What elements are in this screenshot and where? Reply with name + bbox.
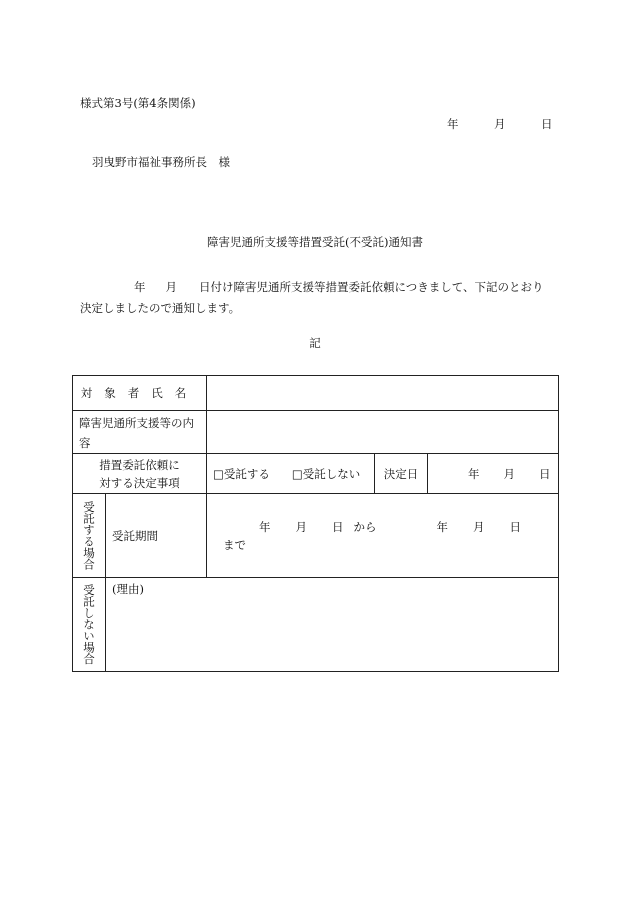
reason-field[interactable]	[106, 578, 559, 672]
service-label: 障害児通所支援等の内容	[73, 411, 207, 454]
notice-table	[72, 375, 559, 672]
period-to-day: 日	[509, 519, 521, 534]
period-to-suffix: まで	[223, 537, 246, 552]
row-reject-case	[73, 578, 559, 672]
decision-label-line1: 措置委託依頼に	[99, 457, 180, 472]
period-to-month: 月	[473, 519, 485, 534]
accept-checkbox[interactable]: □受託する	[213, 466, 270, 481]
period-from-day: 日	[332, 519, 344, 534]
header-date-day: 日	[541, 117, 553, 131]
decision-date-month: 月	[503, 466, 515, 481]
decision-date-year: 年	[468, 466, 480, 481]
body-year: 年	[134, 280, 146, 294]
body-text: 日付け障害児通所支援等措置委託依頼につきまして、下記のとおり決定しましたので通知します。	[80, 280, 544, 315]
decision-date-label: 決定日	[375, 454, 428, 494]
reason-label: (理由)	[112, 582, 144, 596]
period-from-suffix: から	[353, 519, 377, 534]
subject-name-value[interactable]	[207, 376, 559, 411]
service-value[interactable]	[207, 411, 559, 454]
period-value[interactable]	[207, 494, 559, 578]
reject-checkbox[interactable]: □受託しない	[291, 466, 361, 481]
recipient: 羽曳野市福祉事務所長 様	[92, 155, 230, 169]
reject-case-label: 受託しない場合	[73, 578, 106, 672]
accept-case-label: 受託する場合	[73, 494, 106, 578]
subject-name-label: 対象者氏名	[73, 376, 207, 411]
decision-options	[207, 454, 375, 494]
period-from-year: 年	[259, 519, 271, 534]
body-month: 月	[165, 280, 177, 294]
row-subject-name	[73, 376, 559, 411]
period-from-month: 月	[295, 519, 307, 534]
body-paragraph	[80, 277, 555, 319]
row-accept-case	[73, 494, 559, 578]
row-decision	[73, 454, 559, 494]
form-number: 様式第3号(第4条関係)	[80, 96, 196, 110]
header-date-month: 月	[494, 117, 506, 131]
period-to-year: 年	[436, 519, 448, 534]
decision-date[interactable]	[428, 454, 559, 494]
ki-heading: 記	[309, 336, 321, 350]
period-label: 受託期間	[106, 494, 207, 578]
decision-label	[73, 454, 207, 494]
decision-label-line2: 対する決定事項	[99, 475, 180, 490]
decision-date-day: 日	[539, 466, 551, 481]
header-date-year: 年	[447, 117, 459, 131]
document-title: 障害児通所支援等措置受託(不受託)通知書	[207, 235, 423, 249]
row-service	[73, 411, 559, 454]
